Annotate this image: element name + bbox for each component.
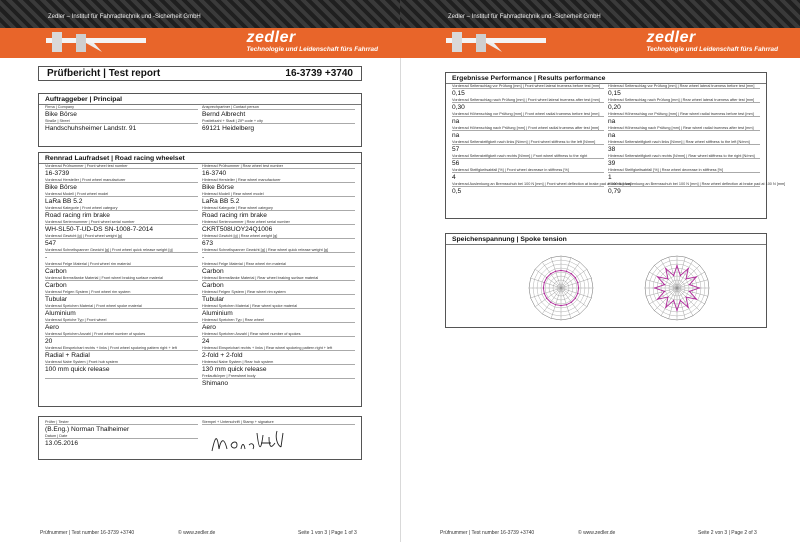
field-cell <box>606 140 762 154</box>
radar-point <box>546 298 547 299</box>
field-cell <box>200 290 357 304</box>
field-value: Carbon <box>202 282 224 289</box>
field-label: Freilaufkörper | Freewheel body <box>202 374 355 379</box>
brand-block <box>247 29 379 54</box>
field-cell <box>450 154 606 168</box>
field-value: 0,30 <box>452 104 465 111</box>
date-field <box>43 434 200 448</box>
field-cell <box>606 84 762 98</box>
radar-point <box>696 299 697 300</box>
radar-point <box>654 287 655 288</box>
field-label: Hinterrad Gewicht [g] | Rear wheel weight [g] <box>202 234 355 239</box>
field-label: Vorderrad Kategorie | Front wheel category <box>45 206 198 211</box>
field-cell <box>43 374 200 388</box>
field-value: Carbon <box>45 268 67 275</box>
field-value: 0,5 <box>452 188 462 195</box>
radar-point <box>575 277 576 278</box>
field-cell <box>43 290 200 304</box>
brand-name: zedler <box>646 29 696 46</box>
tester-field <box>43 420 200 434</box>
handwritten-signature <box>209 427 289 457</box>
radar-point <box>688 268 689 269</box>
field-value: 56 <box>452 160 460 167</box>
field-label: Vorderrad Steifigkeitsabfall [%] | Front wheel decrease in stiffness [%] <box>452 168 604 173</box>
radar-point <box>566 304 567 305</box>
field-value: na <box>608 118 616 125</box>
radar-point <box>689 284 690 285</box>
radar-point <box>566 271 567 272</box>
field-cell <box>200 346 357 360</box>
field-cell <box>200 332 357 346</box>
field-value: Tubular <box>45 296 68 303</box>
field-cell <box>43 304 200 318</box>
field-value: 38 <box>608 146 616 153</box>
field-cell <box>43 360 200 374</box>
field-cell <box>43 206 200 220</box>
field-label: Vorderrad Höhenschlag vor Prüfung [mm] | Front wheel radial trueness before test [mm] <box>452 112 604 117</box>
radar-point <box>664 284 665 285</box>
field-value: Bike Börse <box>45 111 77 118</box>
field-label: Vorderrad Auslenkung an Bremsschuh bei 100 N [mm] | Front wheel deflection at brake pad at 100 N [mm] <box>452 182 631 186</box>
field-value: Aluminium <box>45 310 76 317</box>
tester-section <box>38 416 362 460</box>
field-label: Hinterrad Bremsflanke Material | Rear wheel braking surface material <box>202 276 355 281</box>
radar-point <box>688 307 689 308</box>
principal-section <box>38 93 362 147</box>
caliper-logo-icon <box>442 30 552 56</box>
footer-page-number: Seite 1 von 3 | Page 1 of 3 <box>298 530 357 536</box>
field-cell <box>450 112 606 126</box>
results-section <box>445 72 786 219</box>
radar-point <box>673 300 674 301</box>
field-label: Hinterrad Speichen Material | Rear wheel spoke material <box>202 304 355 309</box>
field-label: Vorderrad Seitensteifigkeit nach links [N/mm] | Front wheel stiffness to the left [N/mm] <box>452 140 604 145</box>
field-label: Datum | Date <box>45 434 198 439</box>
field-value: LaRa BB 5.2 <box>45 198 83 205</box>
radar-point <box>544 282 545 283</box>
field-label: Vorderrad Felge Material | Front wheel rim material <box>45 262 198 267</box>
field-cell <box>606 98 762 112</box>
field-label: Hinterrad Nabe System | Rear hub system <box>202 360 355 365</box>
radar-point <box>577 293 578 294</box>
field-cell <box>450 98 606 112</box>
institute-name: Zedler – Institut für Fahrradtechnik und -Sicherheit GmbH <box>448 14 601 20</box>
field-value: 673 <box>202 240 214 247</box>
field-cell <box>200 276 357 290</box>
field-value: 2-fold + 2-fold <box>202 352 243 359</box>
radar-point <box>673 275 674 276</box>
principal-field <box>43 119 200 133</box>
field-value: 69121 Heidelberg <box>202 125 255 132</box>
field-label: Vorderrad Einspeichart rechts + links | Front wheel spokeing pattern right + left <box>45 346 198 351</box>
field-label: Vorderrad Gewicht [g] | Front wheel weight [g] <box>45 234 198 239</box>
institute-name: Zedler – Institut für Fahrradtechnik und -Sicherheit GmbH <box>48 14 201 20</box>
field-label: Vorderrad Hersteller | Front wheel manufacturer <box>45 178 198 183</box>
field-value: Bernd Albrecht <box>202 111 246 118</box>
field-value: Carbon <box>202 268 224 275</box>
field-cell <box>200 374 357 388</box>
field-value: Road racing rim brake <box>202 212 267 219</box>
wheelset-section <box>38 152 362 407</box>
field-value: Bike Börse <box>202 184 234 191</box>
field-cell <box>43 192 200 206</box>
principal-grid <box>39 105 361 133</box>
field-label: Vorderrad Bremsflanke Material | Front wheel braking surface material <box>45 276 198 281</box>
field-label: Vorderrad Nabe System | Front hub system <box>45 360 198 365</box>
radar-point <box>667 296 668 297</box>
field-value <box>45 379 198 388</box>
radar-point <box>544 293 545 294</box>
spoke-tension-section <box>445 233 767 328</box>
field-value: LaRa BB 5.2 <box>202 198 240 205</box>
radar-point <box>546 277 547 278</box>
field-label: Hinterrad Auslenkung an Bremsschuh bei 100 N [mm] | Rear wheel deflection at brake pad at 100 N [mm] <box>608 182 786 186</box>
field-cell <box>43 346 200 360</box>
field-value: Radial + Radial <box>45 352 90 359</box>
field-value: na <box>608 132 616 139</box>
field-value: 0,20 <box>608 104 621 111</box>
field-label: Vorderrad Seitenschlag nach Prüfung [mm] | Front wheel lateral trueness after test [mm] <box>452 98 604 103</box>
radar-point <box>685 278 686 279</box>
field-label: Vorderrad Felgen System | Front wheel rim system <box>45 290 198 295</box>
radar-point <box>665 268 666 269</box>
field-value: 130 mm quick release <box>202 366 267 373</box>
radar-point <box>577 282 578 283</box>
radar-point <box>689 291 690 292</box>
front-wheel-spoke-tension-chart <box>521 248 601 326</box>
radar-point <box>550 302 551 303</box>
field-value: - <box>202 254 205 261</box>
footer-website: © www.zedler.de <box>578 530 616 536</box>
field-label: Vorderrad Speichen Material | Front wheel spoke material <box>45 304 198 309</box>
radar-point <box>560 270 561 271</box>
field-cell <box>200 318 357 332</box>
field-value: 13.05.2016 <box>45 440 79 447</box>
field-cell <box>43 262 200 276</box>
radar-point <box>543 287 544 288</box>
field-value: 547 <box>45 240 57 247</box>
radar-point <box>676 265 677 266</box>
footer-page-number: Seite 2 von 3 | Page 2 of 3 <box>698 530 757 536</box>
field-cell <box>43 248 200 262</box>
field-value: na <box>452 132 460 139</box>
tester-grid <box>39 417 361 448</box>
field-label: Straße | Street <box>45 119 198 124</box>
field-label: Vorderrad Seitenschlag vor Prüfung [mm] | Front wheel lateral trueness before test [mm] <box>452 84 604 89</box>
field-value: 20 <box>45 338 53 345</box>
field-cell <box>43 276 200 290</box>
field-cell <box>200 248 357 262</box>
field-cell <box>43 178 200 192</box>
field-label: Hinterrad Schnellspanner Gewicht [g] | Rear wheel quick release weight [g] <box>202 248 355 253</box>
wheelset-heading: Rennrad Laufradset | Road racing wheelset <box>39 153 361 164</box>
radar-point <box>560 305 561 306</box>
radar-point <box>571 302 572 303</box>
field-label: Hinterrad Felge Material | Rear wheel rim material <box>202 262 355 267</box>
footer-test-number: Prüfnummer | Test number 16-3739 +3740 <box>40 530 135 536</box>
field-label: Vorderrad Speichen Anzahl | Front wheel number of spokes <box>45 332 198 337</box>
field-cell <box>606 168 762 182</box>
field-value: na <box>452 118 460 125</box>
field-cell <box>43 220 200 234</box>
field-label: Hinterrad Prüfnummer | Rear wheel test number <box>202 164 355 169</box>
field-cell <box>450 168 606 182</box>
radar-point <box>685 296 686 297</box>
field-label: Prüfer | Tester <box>45 420 198 425</box>
footer-test-number: Prüfnummer | Test number 16-3739 +3740 <box>440 530 535 536</box>
principal-field <box>200 105 357 119</box>
radar-point <box>676 310 677 311</box>
field-value: Carbon <box>45 282 67 289</box>
field-value: CKRT508UOY24Q1006 <box>202 226 273 233</box>
field-cell <box>200 206 357 220</box>
principal-field <box>43 105 200 119</box>
field-value: 16-3740 <box>202 170 227 177</box>
field-label: Vorderrad Prüfnummer | Front wheel test number <box>45 164 198 169</box>
field-label: Hinterrad Speichen Anzahl | Rear wheel number of spokes <box>202 332 355 337</box>
field-label: Hinterrad Steifigkeitsabfall [%] | Rear wheel decrease in stiffness [%] <box>608 168 760 173</box>
field-label: Hinterrad Höhenschlag vor Prüfung [mm] | Rear wheel radial trueness before test [mm] <box>608 112 760 117</box>
radar-point <box>664 291 665 292</box>
radar-point <box>575 298 576 299</box>
field-value: Handschuhsheimer Landstr. 91 <box>45 125 137 132</box>
results-heading: Ergebnisse Performance | Results performance <box>446 73 766 84</box>
field-value: 100 mm quick release <box>45 366 110 373</box>
field-value: 1 <box>608 174 612 181</box>
brand-tagline: Technologie und Leidenschaft fürs Fahrrad <box>246 46 378 53</box>
brand-tagline: Technologie und Leidenschaft fürs Fahrrad <box>646 46 778 53</box>
radar-point <box>665 307 666 308</box>
radar-point <box>555 304 556 305</box>
field-value: 57 <box>452 146 460 153</box>
field-value: Aluminium <box>202 310 233 317</box>
field-cell <box>43 318 200 332</box>
field-cell <box>200 178 357 192</box>
field-value: 0,15 <box>452 90 465 97</box>
radar-point <box>667 278 668 279</box>
field-cell <box>606 182 786 196</box>
radar-point <box>555 271 556 272</box>
field-label: Vorderrad Höhenschlag nach Prüfung [mm] | Front wheel radial trueness after test [mm] <box>452 126 604 131</box>
field-label: Hinterrad Modell | Rear wheel model <box>202 192 355 197</box>
field-value: WH-SL50-T-UD-DS SN-1008-7-2014 <box>45 226 154 233</box>
field-cell <box>200 360 357 374</box>
footer-website: © www.zedler.de <box>178 530 216 536</box>
field-label: Hinterrad Einspeichart rechts + links | Rear wheel spokeing pattern right + left <box>202 346 355 351</box>
radar-point <box>657 299 658 300</box>
principal-heading: Auftraggeber | Principal <box>39 94 361 105</box>
field-label: Firma | Company <box>45 105 198 110</box>
wheelset-grid <box>39 164 361 388</box>
field-label: Hinterrad Kategorie | Rear wheel category <box>202 206 355 211</box>
field-cell <box>200 262 357 276</box>
field-cell <box>43 332 200 346</box>
radar-point <box>578 287 579 288</box>
report-title: Prüfbericht | Test report <box>47 68 161 79</box>
field-cell <box>43 164 200 178</box>
brand-name: zedler <box>246 29 296 46</box>
spoke-tension-heading: Speichenspannung | Spoke tension <box>446 234 766 245</box>
field-label: Stempel + Unterschrift | Stamp + signature <box>202 420 355 425</box>
field-cell <box>200 304 357 318</box>
field-label: Vorderrad Seriennummer | Front wheel serial number <box>45 220 198 225</box>
field-value: Aero <box>202 324 216 331</box>
field-label: Hinterrad Felgen System | Rear wheel rim system <box>202 290 355 295</box>
report-title-bar <box>38 66 362 81</box>
field-value: Tubular <box>202 296 225 303</box>
field-label: Hinterrad Seriennummer | Rear wheel serial number <box>202 220 355 225</box>
field-cell <box>43 234 200 248</box>
field-value: Bike Börse <box>45 184 77 191</box>
field-label: Postleitzahl + Stadt | ZIP code + city <box>202 119 355 124</box>
field-cell <box>200 192 357 206</box>
brand-block <box>647 29 779 54</box>
radar-point <box>550 273 551 274</box>
field-label: Vorderrad Speiche Typ | Front wheel <box>45 318 198 323</box>
radar-point <box>680 275 681 276</box>
radar-point <box>696 276 697 277</box>
report-test-number: 16-3739 +3740 <box>285 68 353 79</box>
caliper-logo-icon <box>42 30 152 56</box>
field-cell <box>450 126 606 140</box>
radar-point <box>571 273 572 274</box>
field-value: 39 <box>608 160 616 167</box>
results-grid <box>446 84 786 196</box>
radar-point <box>699 287 700 288</box>
field-label: Ansprechpartner | Contact person <box>202 105 355 110</box>
field-value: 0,15 <box>608 90 621 97</box>
field-cell <box>450 84 606 98</box>
field-value: (B.Eng.) Norman Thalheimer <box>45 426 130 433</box>
radar-point <box>657 276 658 277</box>
field-cell <box>200 234 357 248</box>
field-label: Vorderrad Schnellspanner Gewicht [g] | Front wheel quick release weight [g] <box>45 248 198 253</box>
field-value: - <box>45 254 48 261</box>
field-value: 4 <box>452 174 456 181</box>
field-cell <box>606 112 762 126</box>
field-cell <box>200 164 357 178</box>
field-value: Aero <box>45 324 59 331</box>
field-label: Hinterrad Seitensteifigkeit nach rechts [N/mm] | Rear wheel stiffness to the right [N/mm] <box>608 154 760 159</box>
field-cell <box>606 126 762 140</box>
field-value: 24 <box>202 338 210 345</box>
field-value: 16-3739 <box>45 170 70 177</box>
field-label: Hinterrad Höhenschlag nach Prüfung [mm] | Rear wheel radial trueness after test [mm] <box>608 126 760 131</box>
field-cell <box>450 140 606 154</box>
field-label: Hinterrad Seitenschlag vor Prüfung [mm] | Rear wheel lateral trueness before test [mm] <box>608 84 760 89</box>
field-label: Hinterrad Hersteller | Rear wheel manufacturer <box>202 178 355 183</box>
field-label: Hinterrad Seitenschlag nach Prüfung [mm] | Rear wheel lateral trueness after test [mm] <box>608 98 760 103</box>
field-label: Hinterrad Seitensteifigkeit nach links [N/mm] | Rear wheel stiffness to the left [N/mm] <box>608 140 760 145</box>
rear-wheel-spoke-tension-chart <box>637 248 717 326</box>
field-value: 0,79 <box>608 188 621 195</box>
field-label: Hinterrad Speichen Typ | Rear wheel <box>202 318 355 323</box>
field-cell <box>606 154 762 168</box>
field-label: Vorderrad Seitensteifigkeit nach rechts [N/mm] | Front wheel stiffness to the right <box>452 154 604 159</box>
field-label: Vorderrad Modell | Front wheel model <box>45 192 198 197</box>
field-value: Shimano <box>202 380 229 387</box>
radar-point <box>680 300 681 301</box>
field-cell <box>200 220 357 234</box>
principal-field <box>200 119 357 133</box>
field-value: Road racing rim brake <box>45 212 110 219</box>
